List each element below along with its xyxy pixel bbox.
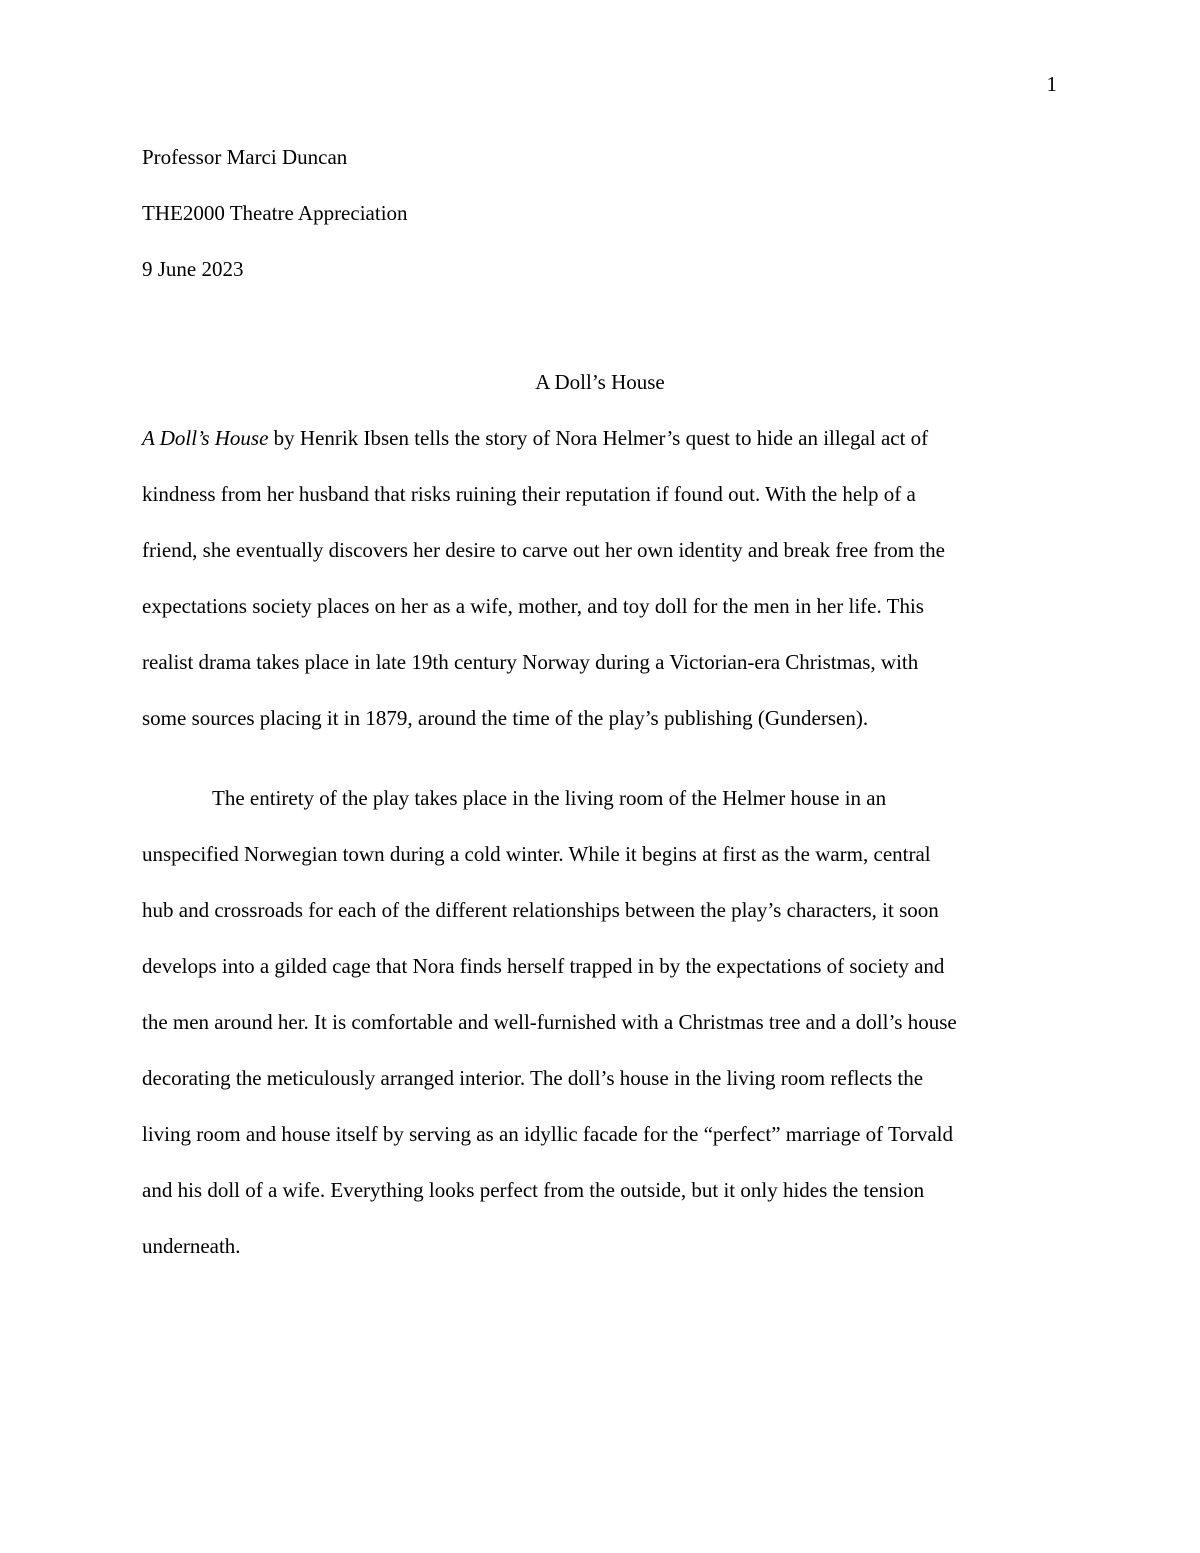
paragraph-1-line-1-text: by Henrik Ibsen tells the story of Nora Helmer’s quest to hide an illegal act of (268, 426, 929, 450)
course-name: THE2000 Theatre Appreciation (142, 201, 408, 225)
paragraph-1-line-6: some sources placing it in 1879, around the time of the play’s publishing (Gundersen). (142, 706, 869, 730)
paragraph-1-line-3: friend, she eventually discovers her desire to carve out her own identity and break free from the (142, 538, 945, 562)
paragraph-2-line-3: hub and crossroads for each of the different relationships between the play’s characters, it soon (142, 898, 939, 922)
essay-title: A Doll’s House (535, 370, 665, 394)
paragraph-2-line-4: develops into a gilded cage that Nora finds herself trapped in by the expectations of society and (142, 954, 945, 978)
paragraph-2-line-5: the men around her. It is comfortable and well-furnished with a Christmas tree and a doll’s house (142, 1010, 957, 1034)
paragraph-2-line-2: unspecified Norwegian town during a cold winter. While it begins at first as the warm, central (142, 842, 931, 866)
play-title-italic: A Doll’s House (142, 426, 269, 450)
professor-name: Professor Marci Duncan (142, 145, 348, 169)
paragraph-2-line-1: The entirety of the play takes place in the living room of the Helmer house in an (212, 786, 887, 810)
paragraph-1-line-4: expectations society places on her as a wife, mother, and toy doll for the men in her life. This (142, 594, 924, 618)
paragraph-2-line-6: decorating the meticulously arranged interior. The doll’s house in the living room reflects the (142, 1066, 924, 1090)
paragraph-1-line-1 (142, 424, 928, 452)
paragraph-1-line-2: kindness from her husband that risks ruining their reputation if found out. With the help of a (142, 482, 916, 506)
paragraph-2-line-8: and his doll of a wife. Everything looks perfect from the outside, but it only hides the tension (142, 1178, 925, 1202)
paragraph-1-line-5: realist drama takes place in late 19th century Norway during a Victorian-era Christmas, with (142, 650, 919, 674)
paragraph-2-line-7: living room and house itself by serving as an idyllic facade for the “perfect” marriage of Torvald (142, 1122, 954, 1146)
page-number: 1 (1046, 72, 1057, 96)
essay-date: 9 June 2023 (142, 257, 244, 281)
paragraph-2-line-9: underneath. (142, 1234, 241, 1258)
